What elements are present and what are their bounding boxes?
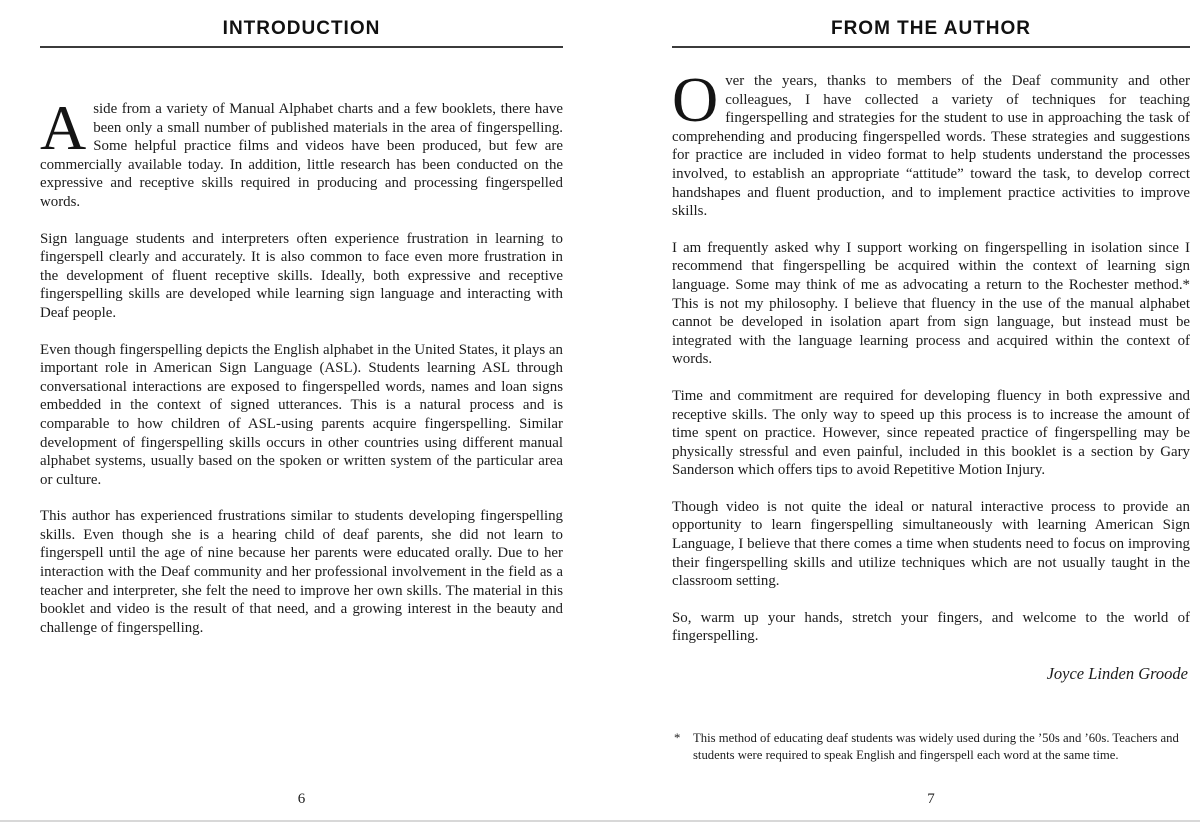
paragraph: [40, 92, 563, 212]
paragraph: This author has experienced frustrations similar to students developing fingerspelling skills. Even though she is a hearing child of deaf parents, she did not learn to fingerspell until the age of nine because her parents were educated orally. Due to her interaction with the Deaf community and her professional involvement in the field as a teacher and interpreter, she felt the need to improve her own skills. The material in this booklet and video is the result of that need, and a growing interest in the beauty and challenge of fingerspelling.: [40, 508, 563, 636]
page-number: 7: [927, 791, 935, 807]
footnote-marker: *: [674, 731, 681, 746]
right-page: [672, 0, 1190, 822]
drop-cap-letter: A: [40, 92, 87, 163]
paragraph: Though video is not quite the ideal or natural interactive process to provide an opportunity to learn fingerspelling simultaneously with learning American Sign Language, I believe that there comes a time when students need to focus on improving their fingerspelling skills and utilize techniques which are not usually taught in the classroom setting.: [672, 498, 1190, 590]
footnote-text: This method of educating deaf students was widely used during the ’50s and ’60s. Teachers and students were required to speak English and fingerspell each word at the same time.: [693, 731, 1179, 762]
left-title-rule: [40, 46, 563, 48]
right-title-rule: [672, 46, 1190, 48]
paragraph: Time and commitment are required for developing fluency in both expressive and receptive skills. The only way to speed up this process is to increase the amount of time spent on practice. However, since repeated practice of fingerspelling may be physically stressful and even painful, included in this booklet is a section by Gary Sanderson which offers tips to avoid Repetitive Motion Injury.: [672, 387, 1190, 479]
drop-cap-letter: O: [672, 64, 719, 135]
left-page-title: INTRODUCTION: [222, 18, 381, 39]
page-number: 6: [297, 791, 306, 807]
paragraph: I am frequently asked why I support working on fingerspelling in isolation since I recommend that fingerspelling be acquired within the context of learning sign language. Some may think of me as advocating a return to the Rochester method.* This is not my philosophy. I believe that fluency in the use of the manual alphabet cannot be developed in isolation apart from sign language, but instead must be integrated with the language learning process and acquired within the context of words.: [672, 239, 1190, 368]
paragraph-text: side from a variety of Manual Alphabet charts and a few booklets, there have been only a small number of published materials in the area of fingerspelling. Some helpful practice films and videos have been produced, but few are commercially available today. In addition, little research has been conducted on the expressive and receptive skills required in producing and processing fingerspelled words.: [40, 101, 563, 210]
left-page: [40, 0, 563, 822]
paragraph: [672, 64, 1190, 221]
right-page-content: [672, 64, 1190, 763]
right-page-title: FROM THE AUTHOR: [830, 18, 1032, 39]
footnote: [672, 730, 1190, 763]
paragraph: So, warm up your hands, stretch your fingers, and welcome to the world of fingerspelling.: [672, 609, 1190, 645]
paragraph: Sign language students and interpreters often experience frustration in learning to fingerspell clearly and accurately. It is also common to face even more frustration in the development of fluent receptive skills. Ideally, both expressive and receptive fingerspelling skills are developed while learning sign language and interacting with Deaf people.: [40, 230, 563, 321]
paragraph-text: ver the years, thanks to members of the Deaf community and other colleagues, I have collected a variety of techniques for teaching fingerspelling and strategies for the student to use in approaching the task of comprehending and producing fingerspelled words. These strategies and suggestions for practice are included in video format to help students understand the processes involved, to establish an appropriate “attitude” toward the task, to develop correct handshapes and fluent production, and to implement practice activities to improve skills.: [672, 73, 1190, 220]
paragraph: Even though fingerspelling depicts the English alphabet in the United States, it plays an important role in American Sign Language (ASL). Students learning ASL through conversational interactions are exposed to fingerspelled words, names and loan signs embedded in the context of signed utterances. This is a natural process and is comparable to how children of ASL-using parents acquire fingerspelling. Similar development of fingerspelling skills occurs in other countries using different manual alphabet systems, usually based on the spoken or written system of the particular area or culture.: [40, 341, 563, 488]
author-signature: Joyce Linden Groode: [1046, 664, 1188, 684]
left-page-content: [40, 92, 563, 637]
